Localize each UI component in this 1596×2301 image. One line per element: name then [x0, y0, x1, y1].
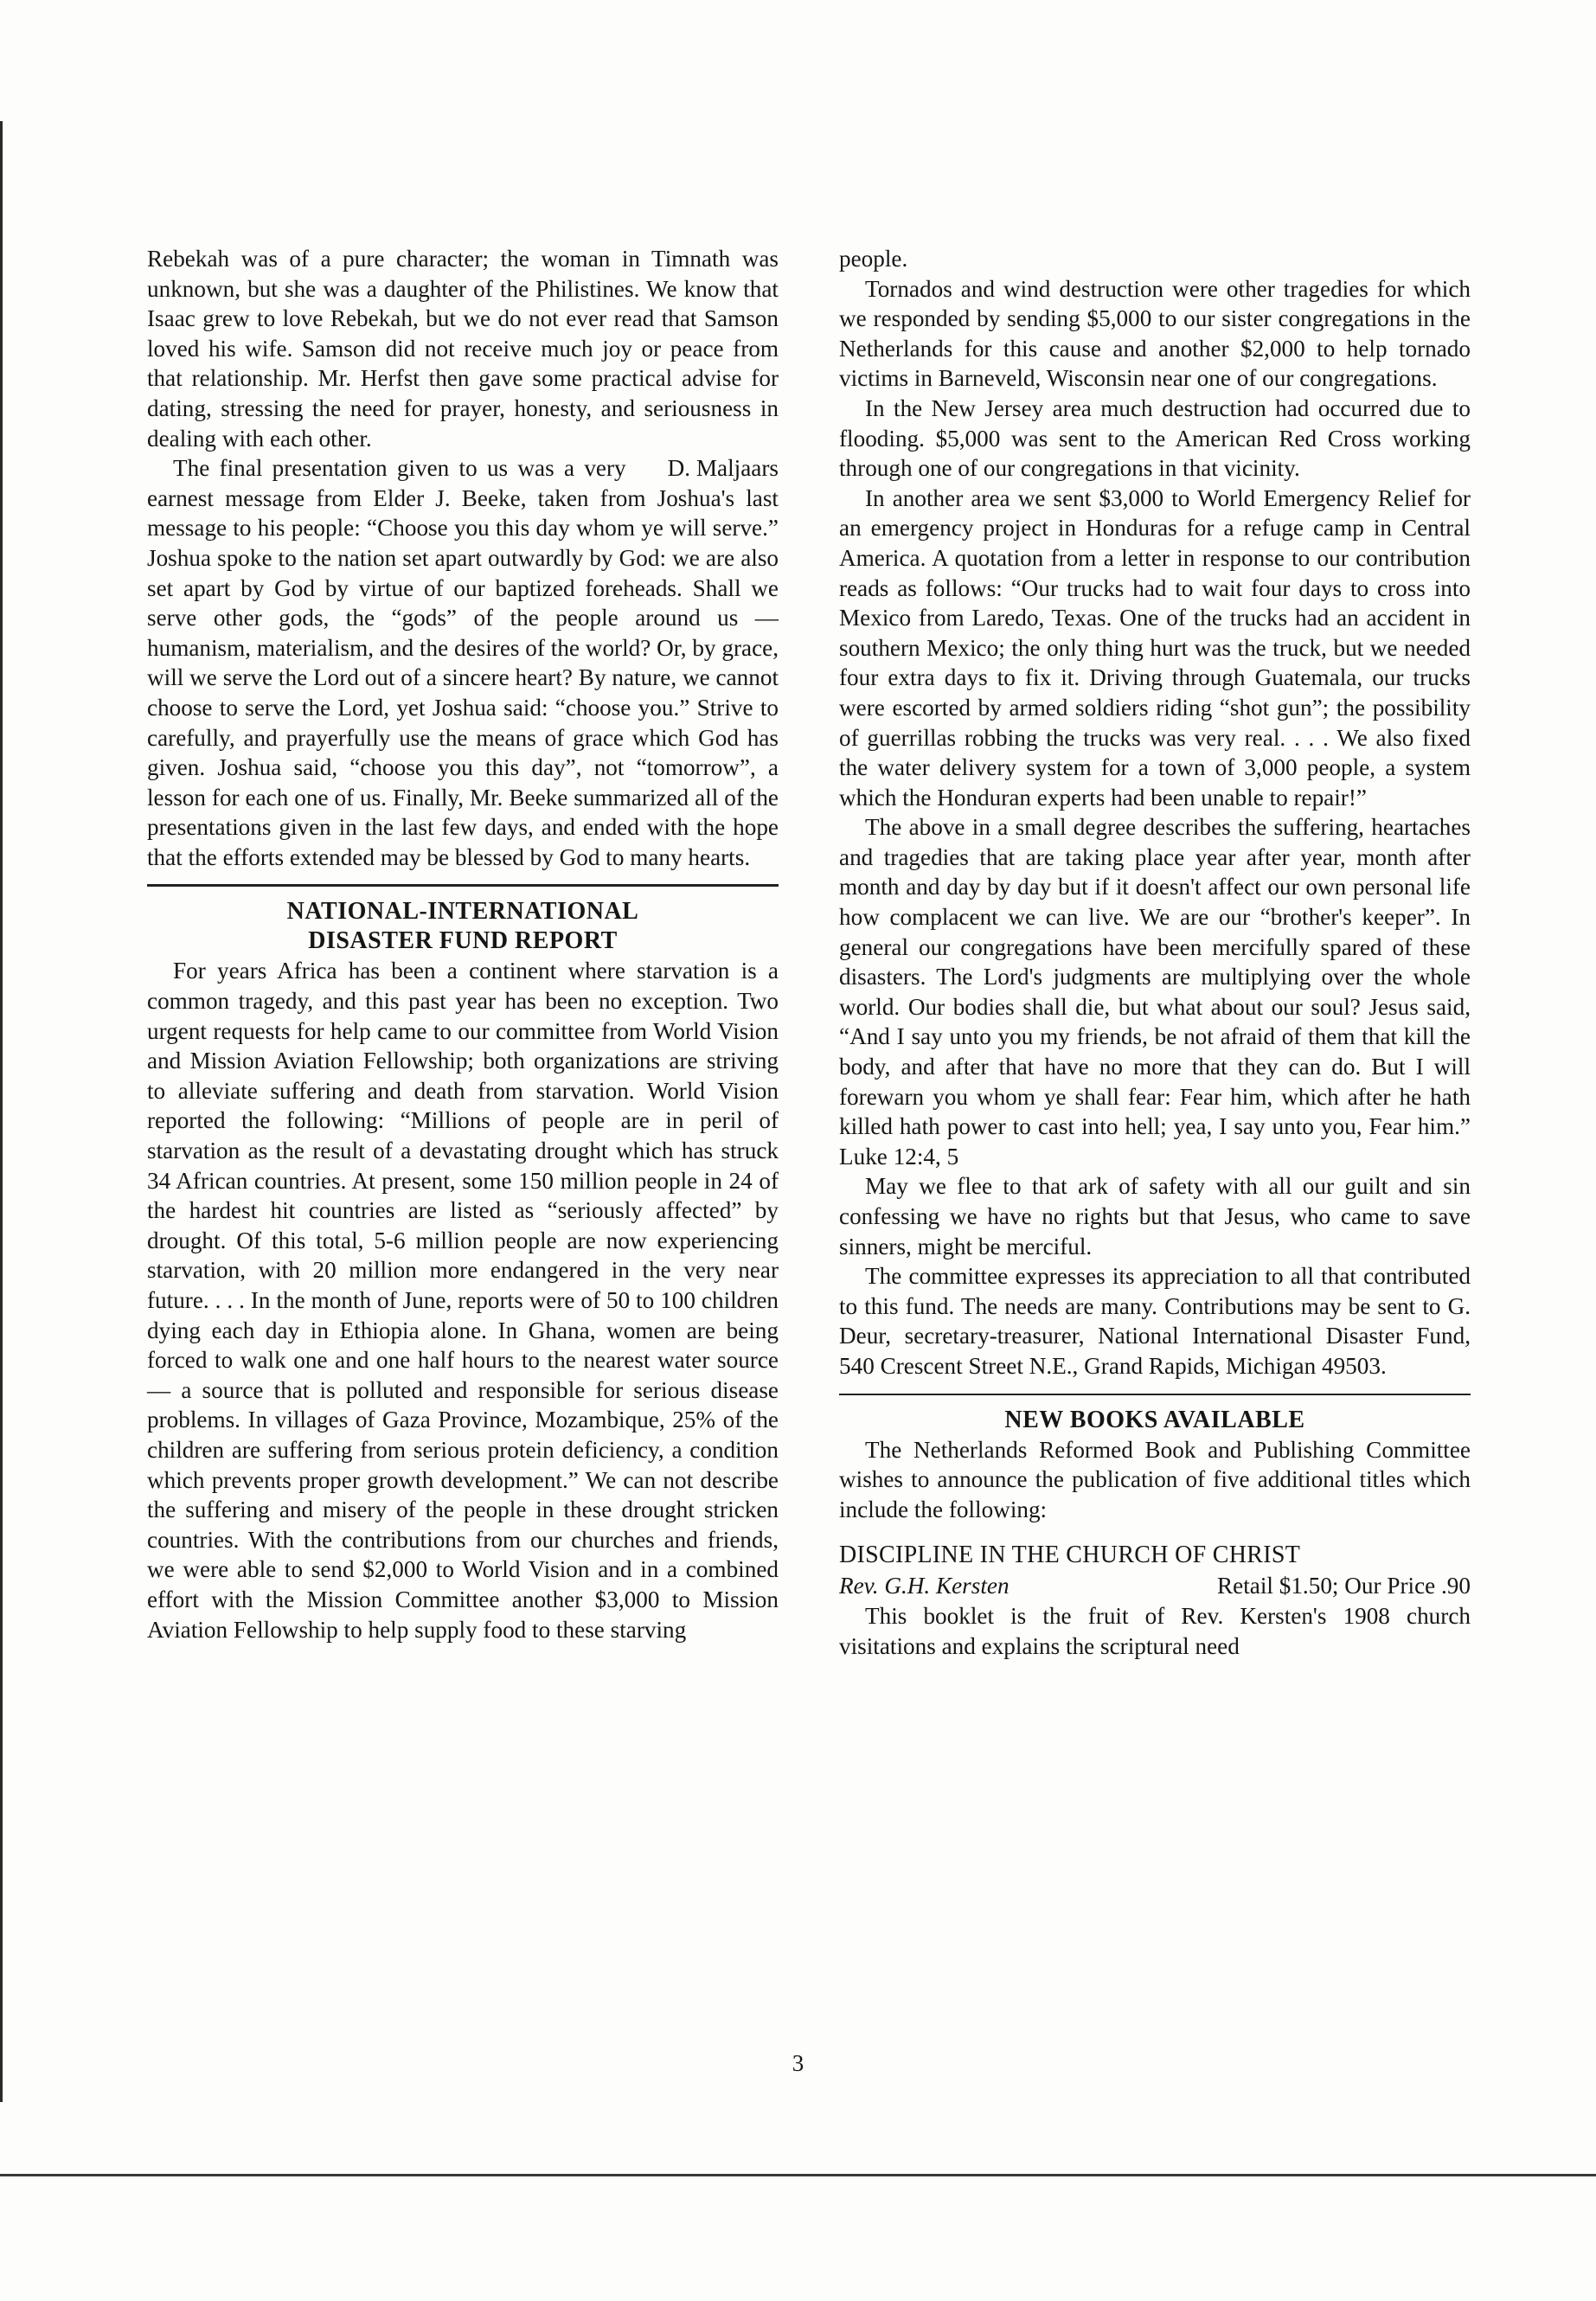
disaster-paragraph: For years Africa has been a continent where starvation is a common tragedy, and this past year has been no exception. Two urgent requests for help came to our committee from World Vision and Mission Aviation Fellowship; both organizations are striving to alleviate suffering and death from starvation. World Vision reported the following: “Millions of people are in peril of starvation as the result of a devastating drought which has struck 34 African countries. At present, some 150 million people in 24 of the hardest hit countries are listed as “seriously affected” by drought. Of this total, 5-6 million people are now experiencing starvation, with 20 million more endangered in the very near future. . . . In the month of June, reports were of 50 to 100 children dying each day in Ethiopia alone. In Ghana, women are being forced to walk one and one half hours to the nearest water source — a source that is polluted and responsible for serious disease problems. In villages of Gaza Province, Mozambique, 25% of the children are suffering from serious protein deficiency, a condition which prevents proper growth development.” We can not describe the suffering and misery of the people in these drought stricken countries. With the contributions from our churches and friends, we were able to send $2,000 to World Vision and in a combined effort with the Mission Committee another $3,000 to Mission Aviation Fellowship to help supply food to these starving: [147, 958, 779, 1643]
disaster-paragraph: Tornados and wind destruction were other tragedies for which we responded by sending $5,000 to our sister congregations in the Netherlands for this cause and another $2,000 to help tornado victims in Barneveld, Wisconsin near one of our congregations.: [839, 275, 1471, 392]
right-column: [839, 244, 1471, 1661]
disaster-paragraph: In the New Jersey area much destruction had occurred due to flooding. $5,000 was sent to the American Red Cross working through one of our congregations in that vicinity.: [839, 394, 1471, 482]
disaster-paragraph: May we flee to that ark of safety with all our guilt and sin confessing we have no rights but that Jesus, who came to save sinners, might be merciful.: [839, 1173, 1471, 1259]
article-paragraph-with-signature: [147, 453, 779, 872]
disaster-paragraph: In another area we sent $3,000 to World Emergency Relief for an emergency project in Honduras for a refuge camp in Central America. A quotation from a letter in response to our contribution reads as follows: “Our trucks had to wait four days to cross into Mexico from Laredo, Texas. One of the trucks had an accident in southern Mexico; the only thing hurt was the truck, but we needed four extra days to fix it. Driving through Guatemala, our trucks were escorted by armed soldiers riding “shot gun”; the possibility of guerrillas robbing the trucks was very real. . . . We also fixed the water delivery system for a town of 3,000 people, a system which the Honduran experts had been unable to repair!”: [839, 484, 1471, 811]
book-author: Rev. G.H. Kersten: [839, 1573, 1010, 1599]
disaster-paragraph: The above in a small degree describes the suffering, heartaches and tragedies that are taking place year after year, month after month and day by day but if it doesn't affect our own personal life how complacent we can live. We are our “brother's keeper”. In general our congregations have been mercifully spared of these disasters. The Lord's judgments are multiplying over the whole world. Our bodies shall die, but what about our soul? Jesus said, “And I say unto you my friends, be not afraid of them that kill the body, and after that have no more that they can do. But I will forewarn you whom ye shall fear: Fear him, which after he hath killed hath power to cast into hell; yea, I say unto you, Fear him.” Luke 12:4, 5: [839, 814, 1471, 1170]
book-description: This booklet is the fruit of Rev. Kersten's 1908 church visitations and explains the scriptural need: [839, 1602, 1471, 1659]
heading-line: DISASTER FUND REPORT: [308, 927, 618, 955]
scan-left-edge: [0, 121, 3, 2102]
section-divider: [147, 884, 779, 887]
article-paragraph: Rebekah was of a pure character; the woman in Timnath was unknown, but she was a daughter of the Philistines. We know that Isaac grew to love Rebekah, but we do not ever read that Samson loved his wife. Samson did not receive much joy or peace from that relationship. Mr. Herfst then gave some practical advise for dating, stressing the need for prayer, honesty, and seriousness in dealing with each other.: [147, 246, 779, 452]
book-meta-row: [839, 1571, 1471, 1601]
author-signature: D. Maljaars: [667, 455, 779, 482]
continued-text: people.: [839, 246, 908, 272]
scan-bottom-edge: [0, 2174, 1596, 2176]
book-price: Retail $1.50; Our Price .90: [1217, 1573, 1471, 1599]
left-column: [147, 244, 779, 1644]
heading-line: NATIONAL-INTERNATIONAL: [286, 898, 639, 926]
article-paragraph: The final presentation given to us was a very earnest message from Elder J. Beeke, taken from Joshua's last message to his people: “Choose you this day whom ye will serve.” Joshua spoke to the nation set apart outwardly by God: we are also set apart by God by virtue of our baptized foreheads. Shall we serve other gods, the “gods” of the people around us — humanism, materialism, and the desires of the world? Or, by grace, will we serve the Lord out of a sincere heart? By nature, we cannot choose to serve the Lord, yet Joshua said: “choose you.” Strive to carefully, and prayerfully use the means of grace which God has given. Joshua said, “choose you this day”, not “tomorrow”, a lesson for each one of us. Finally, Mr. Beeke summarized all of the presentations given in the last few days, and ended with the hope that the efforts extended may be blessed by God to many hearts.: [147, 455, 779, 870]
page-number: 3: [792, 2050, 804, 2076]
disaster-fund-heading: [147, 897, 779, 956]
book-title: DISCIPLINE IN THE CHURCH OF CHRIST: [839, 1541, 1301, 1569]
books-intro-paragraph: The Netherlands Reformed Book and Publishing Committee wishes to announce the publication of five additional titles which include the following:: [839, 1436, 1471, 1522]
new-books-heading: NEW BOOKS AVAILABLE: [1004, 1406, 1305, 1433]
section-divider: [839, 1394, 1471, 1395]
disaster-paragraph: The committee expresses its appreciation to all that contributed to this fund. The needs are many. Contributions may be sent to G. Deur, secretary-treasurer, National International Disaster Fund, 540 Crescent Street N.E., Grand Rapids, Michigan 49503.: [839, 1263, 1471, 1379]
